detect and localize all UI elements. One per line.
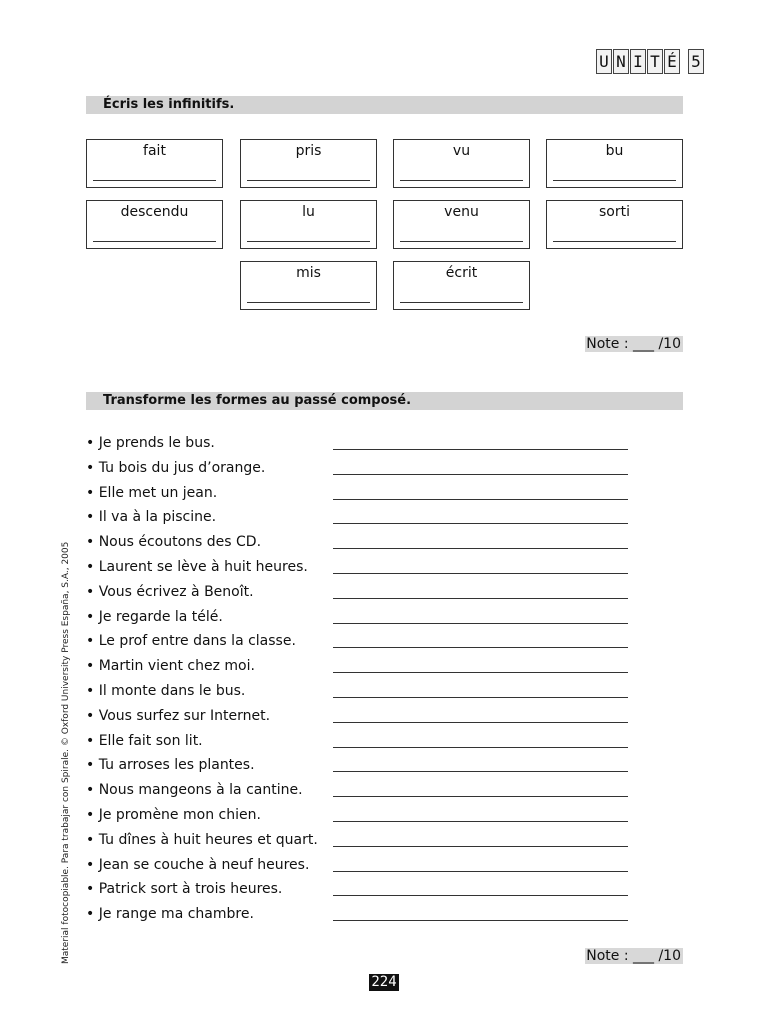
sentence-text: • Tu dînes à huit heures et quart. [86,831,318,848]
verb-word: descendu [120,204,189,220]
sentence-row [86,556,646,581]
sentence-row [86,829,646,854]
verb-word: bu [605,143,624,159]
answer-line[interactable] [553,241,676,242]
sentence-row [86,804,646,829]
answer-line[interactable] [333,846,628,847]
sentence-text: • Je promène mon chien. [86,806,261,823]
answer-line[interactable] [333,672,628,673]
answer-line[interactable] [333,474,628,475]
sentence-list [86,432,646,928]
answer-line[interactable] [247,180,370,181]
answer-line[interactable] [247,302,370,303]
sentence-text: • Je prends le bus. [86,435,215,451]
verb-word: mis [296,265,321,281]
sentence-text: • Jean se couche à neuf heures. [86,856,310,873]
unit-letter: I [630,49,646,74]
answer-line[interactable] [553,180,676,181]
verb-box [546,200,683,249]
sentence-row [86,630,646,655]
sentence-row [86,457,646,482]
sentence-text: • Le prof entre dans la classe. [86,633,296,650]
sentence-text: • Tu bois du jus d’orange. [86,459,266,476]
unit-spacer [681,49,687,72]
answer-line[interactable] [333,796,628,797]
answer-line[interactable] [333,449,628,450]
section1-title: Écris les infinitifs. [86,96,683,114]
sentence-text: • Il va à la piscine. [86,509,217,526]
answer-line[interactable] [400,302,523,303]
sentence-text: • Patrick sort à trois heures. [86,881,283,898]
sentence-row [86,482,646,507]
answer-line[interactable] [333,598,628,599]
section1-score-note: Note : ___ /10 [586,336,681,352]
sentence-row [86,903,646,928]
answer-line[interactable] [333,895,628,896]
answer-line[interactable] [333,747,628,748]
page-number: 224 [369,974,399,991]
sentence-row [86,878,646,903]
answer-line[interactable] [93,180,216,181]
sentence-row [86,705,646,730]
answer-line[interactable] [333,697,628,698]
verb-word: pris [295,143,322,159]
unit-number: 5 [688,49,704,74]
answer-line[interactable] [400,180,523,181]
sentence-row [86,655,646,680]
sentence-row [86,754,646,779]
sentence-row [86,779,646,804]
answer-line[interactable] [333,647,628,648]
verb-box [393,261,530,310]
sentence-text: • Elle met un jean. [86,484,218,501]
verb-box [240,261,377,310]
unit-letter: N [613,49,629,74]
verb-box [393,139,530,188]
unit-letter: T [647,49,663,74]
sentence-text: • Je range ma chambre. [86,906,254,923]
verb-word: lu [302,204,315,220]
sentence-row [86,531,646,556]
verb-word: vu [452,143,471,159]
section2-score-note: Note : ___ /10 [586,948,681,964]
answer-line[interactable] [333,722,628,723]
answer-line[interactable] [93,241,216,242]
sentence-text: • Je regarde la télé. [86,608,223,625]
sentence-text: • Martin vient chez moi. [86,658,255,675]
sentence-row [86,506,646,531]
sentence-text: • Tu arroses les plantes. [86,757,255,774]
verb-word: venu [444,204,479,220]
answer-line[interactable] [247,241,370,242]
sentence-text: • Il monte dans le bus. [86,682,246,699]
unit-badge [596,49,704,74]
answer-line[interactable] [333,821,628,822]
verb-word: fait [143,143,166,159]
answer-line[interactable] [333,871,628,872]
sentence-row [86,854,646,879]
sentence-text: • Nous écoutons des CD. [86,534,262,551]
answer-line[interactable] [400,241,523,242]
verb-box [240,200,377,249]
answer-line[interactable] [333,523,628,524]
answer-line[interactable] [333,499,628,500]
sentence-row [86,730,646,755]
answer-line[interactable] [333,623,628,624]
answer-line[interactable] [333,920,628,921]
answer-line[interactable] [333,573,628,574]
sentence-text: • Vous écrivez à Benoît. [86,583,254,600]
verb-word: sorti [599,204,630,220]
verb-box [86,200,223,249]
verb-box [546,139,683,188]
section2-title: Transforme les formes au passé composé. [86,392,683,410]
verb-box [86,139,223,188]
answer-line[interactable] [333,548,628,549]
sentence-row [86,581,646,606]
sentence-text: • Vous surfez sur Internet. [86,707,271,724]
verb-word: écrit [445,265,478,281]
answer-line[interactable] [333,771,628,772]
sentence-row [86,680,646,705]
sentence-text: • Nous mangeons à la cantine. [86,782,303,799]
sentence-text: • Laurent se lève à huit heures. [86,558,308,575]
copyright-notice: Material fotocopiable. Para trabajar con Spirale. © Oxford University Press España, S.A., 2005 [61,541,71,964]
sentence-text: • Elle fait son lit. [86,732,203,749]
sentence-row [86,606,646,631]
sentence-row [86,432,646,457]
unit-letter: U [596,49,612,74]
unit-letter: É [664,49,680,74]
verb-box [240,139,377,188]
verb-box [393,200,530,249]
